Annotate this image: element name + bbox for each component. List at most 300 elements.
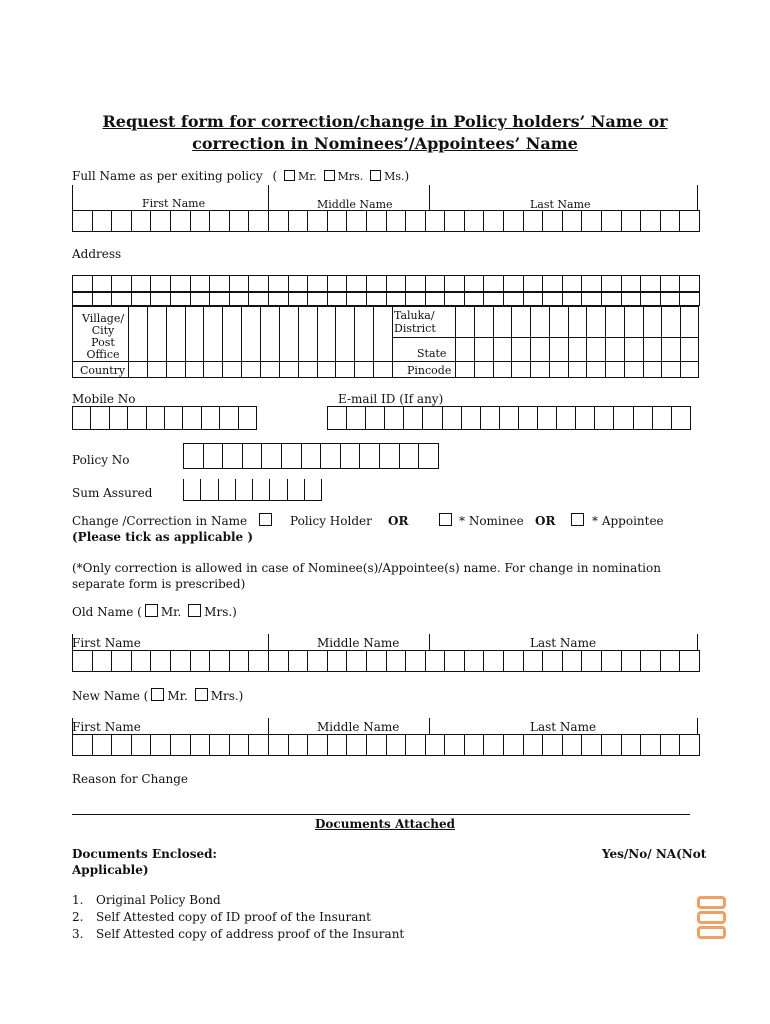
input-box[interactable]: [183, 406, 201, 430]
input-box[interactable]: [171, 275, 191, 292]
input-box[interactable]: [93, 275, 113, 292]
input-box[interactable]: [465, 650, 485, 672]
post-office-label: Post Office: [86, 336, 120, 361]
input-box[interactable]: [73, 210, 93, 232]
new-name-row: [72, 688, 243, 703]
input-box[interactable]: [543, 292, 563, 306]
input-box[interactable]: [93, 734, 113, 756]
input-box[interactable]: [465, 210, 485, 232]
input-box[interactable]: [210, 275, 230, 292]
input-box[interactable]: [269, 275, 289, 292]
input-box[interactable]: [347, 406, 366, 430]
input-box[interactable]: [230, 734, 250, 756]
address-cell-divider: [241, 306, 242, 378]
title-mr-checkbox[interactable]: [284, 170, 295, 181]
input-box[interactable]: [387, 292, 407, 306]
input-box[interactable]: [328, 292, 348, 306]
input-box[interactable]: [445, 292, 465, 306]
address-cell-divider: [279, 306, 280, 378]
input-box[interactable]: [426, 734, 446, 756]
new-mrs-label: Mrs.): [210, 689, 244, 703]
input-box[interactable]: [321, 443, 341, 469]
input-box[interactable]: [641, 275, 661, 292]
input-box[interactable]: [661, 650, 681, 672]
address-cell-divider: [511, 306, 512, 378]
input-box[interactable]: [543, 734, 563, 756]
input-box[interactable]: [112, 650, 132, 672]
input-box[interactable]: [91, 406, 109, 430]
reason-line[interactable]: [72, 814, 690, 815]
input-box[interactable]: [622, 650, 642, 672]
input-box[interactable]: [563, 734, 583, 756]
input-box[interactable]: [210, 650, 230, 672]
input-box[interactable]: [112, 210, 132, 232]
input-box[interactable]: [582, 210, 602, 232]
input-box[interactable]: [680, 275, 700, 292]
address-cell-divider: [354, 306, 355, 378]
sum-assured-divider: [269, 479, 270, 501]
form-title-line2: correction in Nominees’/Appointees’ Name: [192, 134, 578, 153]
or-label-2: OR: [535, 514, 556, 528]
input-box[interactable]: [504, 734, 524, 756]
input-box[interactable]: [171, 734, 191, 756]
address-cell-divider: [605, 306, 606, 378]
title-mrs-label: Mrs.: [337, 170, 364, 183]
policy-holder-checkbox[interactable]: [259, 513, 272, 526]
input-box[interactable]: [367, 275, 387, 292]
input-box[interactable]: [641, 210, 661, 232]
input-box[interactable]: [151, 292, 171, 306]
input-box[interactable]: [680, 292, 700, 306]
appointee-label: * Appointee: [592, 514, 664, 528]
input-box[interactable]: [360, 443, 380, 469]
input-box[interactable]: [249, 292, 269, 306]
new-mr-checkbox[interactable]: [151, 688, 164, 701]
sum-assured-label: Sum Assured: [72, 486, 153, 500]
input-box[interactable]: [426, 650, 446, 672]
change-note: (Please tick as applicable ): [72, 530, 254, 544]
input-box[interactable]: [191, 650, 211, 672]
input-box[interactable]: [73, 275, 93, 292]
input-box[interactable]: [602, 650, 622, 672]
input-box[interactable]: [661, 210, 681, 232]
input-box[interactable]: [641, 292, 661, 306]
input-box[interactable]: [328, 650, 348, 672]
input-box[interactable]: [481, 406, 500, 430]
input-box[interactable]: [563, 210, 583, 232]
documents-enclosed-label: Documents Enclosed:: [72, 847, 217, 861]
input-box[interactable]: [563, 292, 583, 306]
input-box[interactable]: [406, 650, 426, 672]
input-box[interactable]: [406, 275, 426, 292]
input-box[interactable]: [484, 275, 504, 292]
input-box[interactable]: [128, 406, 146, 430]
state-label: State: [417, 347, 447, 360]
input-box[interactable]: [249, 210, 269, 232]
address-cell-divider: [493, 306, 494, 378]
new-middle-name-label: Middle Name: [317, 720, 400, 734]
address-cell-divider: [317, 306, 318, 378]
address-cell-divider: [260, 306, 261, 378]
new-first-name-label: First Name: [72, 720, 141, 734]
input-box[interactable]: [289, 210, 309, 232]
input-box[interactable]: [406, 292, 426, 306]
address-cell-divider: [530, 306, 531, 378]
input-box[interactable]: [308, 650, 328, 672]
documents-heading: Documents Attached: [315, 817, 455, 831]
input-box[interactable]: [406, 734, 426, 756]
input-box[interactable]: [210, 210, 230, 232]
input-box[interactable]: [443, 406, 462, 430]
input-box[interactable]: [147, 406, 165, 430]
input-box[interactable]: [465, 734, 485, 756]
sum-assured-divider: [252, 479, 253, 501]
input-box[interactable]: [465, 292, 485, 306]
input-box[interactable]: [419, 443, 439, 469]
input-box[interactable]: [73, 734, 93, 756]
input-box[interactable]: [576, 406, 595, 430]
applicable-label: Applicable): [72, 863, 149, 877]
input-box[interactable]: [543, 210, 563, 232]
input-box[interactable]: [582, 734, 602, 756]
input-box[interactable]: [249, 275, 269, 292]
input-box[interactable]: [191, 275, 211, 292]
taluka-district-label: Taluka/ District: [394, 309, 436, 335]
address-cell-divider: [203, 306, 204, 378]
input-box[interactable]: [132, 292, 152, 306]
input-box[interactable]: [595, 406, 614, 430]
input-box[interactable]: [308, 292, 328, 306]
input-box[interactable]: [426, 292, 446, 306]
input-box[interactable]: [347, 292, 367, 306]
input-box[interactable]: [582, 275, 602, 292]
input-box[interactable]: [93, 650, 113, 672]
input-box[interactable]: [387, 275, 407, 292]
input-box[interactable]: [73, 292, 93, 306]
policy-holder-label: Policy Holder: [290, 514, 372, 528]
input-box[interactable]: [543, 650, 563, 672]
input-box[interactable]: [445, 210, 465, 232]
input-box[interactable]: [385, 406, 404, 430]
input-box[interactable]: [680, 210, 700, 232]
input-box[interactable]: [223, 443, 243, 469]
address-cell-divider: [624, 306, 625, 378]
pincode-label: Pincode: [407, 364, 452, 377]
input-box[interactable]: [93, 210, 113, 232]
input-box[interactable]: [230, 210, 250, 232]
input-box[interactable]: [634, 406, 653, 430]
full-name-row: Full Name as per exiting policy ( Mr. Mrs. Ms.): [72, 169, 410, 183]
change-label: Change /Correction in Name: [72, 514, 248, 528]
input-box[interactable]: [202, 406, 220, 430]
old-middle-name-label: Middle Name: [317, 636, 400, 650]
input-box[interactable]: [500, 406, 519, 430]
or-label-1: OR: [388, 514, 409, 528]
input-box[interactable]: [191, 734, 211, 756]
input-box[interactable]: [680, 734, 700, 756]
sum-assured-divider: [218, 479, 219, 501]
input-box[interactable]: [308, 734, 328, 756]
old-mr-label: Mr.: [160, 605, 182, 619]
input-box[interactable]: [641, 734, 661, 756]
input-box[interactable]: [289, 292, 309, 306]
reason-label: Reason for Change: [72, 772, 189, 786]
full-first-name-label: First Name: [142, 197, 206, 210]
appointee-checkbox[interactable]: [571, 513, 584, 526]
sum-assured-divider: [304, 479, 305, 501]
input-box[interactable]: [672, 406, 691, 430]
input-box[interactable]: [230, 292, 250, 306]
sum-assured-divider: [183, 479, 184, 501]
input-box[interactable]: [110, 406, 128, 430]
input-box[interactable]: [239, 406, 257, 430]
title-mrs-checkbox[interactable]: [324, 170, 335, 181]
input-box[interactable]: [622, 275, 642, 292]
policy-no-label: Policy No: [72, 453, 130, 467]
input-box[interactable]: [171, 292, 191, 306]
input-box[interactable]: [151, 650, 171, 672]
input-box[interactable]: [563, 275, 583, 292]
input-box[interactable]: [347, 650, 367, 672]
input-box[interactable]: [184, 443, 204, 469]
input-box[interactable]: [524, 210, 544, 232]
input-box[interactable]: [465, 275, 485, 292]
input-box[interactable]: [404, 406, 423, 430]
input-box[interactable]: [73, 406, 91, 430]
address-cell-divider: [298, 306, 299, 378]
input-box[interactable]: [366, 406, 385, 430]
input-box[interactable]: [367, 734, 387, 756]
input-box[interactable]: [680, 650, 700, 672]
input-box[interactable]: [484, 292, 504, 306]
input-box[interactable]: [289, 275, 309, 292]
input-box[interactable]: [557, 406, 576, 430]
email-label: E-mail ID (If any): [338, 392, 444, 406]
input-box[interactable]: [582, 292, 602, 306]
input-box[interactable]: [347, 734, 367, 756]
list-item: 3. Self Attested copy of address proof of the Insurant: [72, 927, 405, 941]
input-box[interactable]: [406, 210, 426, 232]
input-box[interactable]: [484, 210, 504, 232]
input-box[interactable]: [230, 650, 250, 672]
address-line1-boxes[interactable]: [72, 275, 700, 292]
input-box[interactable]: [282, 443, 302, 469]
address-cell-divider: [185, 306, 186, 378]
input-box[interactable]: [328, 734, 348, 756]
input-box[interactable]: [423, 406, 442, 430]
input-box[interactable]: [622, 734, 642, 756]
input-box[interactable]: [289, 734, 309, 756]
input-box[interactable]: [347, 210, 367, 232]
input-box[interactable]: [204, 443, 224, 469]
sum-assured-divider: [200, 479, 201, 501]
old-name-row: [72, 604, 237, 619]
input-box[interactable]: [132, 210, 152, 232]
sum-assured-divider: [321, 479, 322, 501]
new-mrs-checkbox[interactable]: [195, 688, 208, 701]
full-middle-name-label: Middle Name: [317, 198, 393, 211]
title-mr-label: Mr.: [297, 170, 317, 183]
village-city-label: Village/ City: [81, 312, 125, 337]
input-box[interactable]: [367, 292, 387, 306]
input-box[interactable]: [367, 650, 387, 672]
input-box[interactable]: [367, 210, 387, 232]
input-box[interactable]: [289, 650, 309, 672]
input-box[interactable]: [387, 650, 407, 672]
input-box[interactable]: [269, 734, 289, 756]
input-box[interactable]: [230, 275, 250, 292]
sum-assured-baseline: [183, 500, 321, 501]
old-name-label: Old Name (: [72, 605, 142, 619]
input-box[interactable]: [524, 275, 544, 292]
mobile-label: Mobile No: [72, 392, 136, 406]
input-box[interactable]: [661, 734, 681, 756]
title-ms-label: Ms.: [384, 170, 405, 183]
input-box[interactable]: [602, 275, 622, 292]
input-box[interactable]: [328, 210, 348, 232]
nominee-label: * Nominee: [459, 514, 524, 528]
input-box[interactable]: [380, 443, 400, 469]
address-cell-divider: [661, 306, 662, 378]
address-cell-divider: [549, 306, 550, 378]
input-box[interactable]: [504, 275, 524, 292]
old-last-name-label: Last Name: [530, 636, 597, 650]
input-box[interactable]: [151, 275, 171, 292]
input-box[interactable]: [302, 443, 322, 469]
input-box[interactable]: [504, 210, 524, 232]
input-box[interactable]: [112, 734, 132, 756]
old-mrs-label: Mrs.): [204, 605, 237, 619]
input-box[interactable]: [582, 650, 602, 672]
form-title-line1: Request form for correction/change in Policy holders’ Name or: [102, 112, 668, 131]
input-box[interactable]: [484, 650, 504, 672]
input-box[interactable]: [602, 292, 622, 306]
full-last-name-label: Last Name: [530, 198, 591, 211]
input-box[interactable]: [328, 275, 348, 292]
old-name-boxes[interactable]: [72, 650, 700, 672]
address-cell-divider: [335, 306, 336, 378]
input-box[interactable]: [269, 650, 289, 672]
input-box[interactable]: [151, 210, 171, 232]
input-box[interactable]: [210, 292, 230, 306]
input-box[interactable]: [112, 275, 132, 292]
disclaimer-text: (*Only correction is allowed in case of Nominee(s)/Appointee(s) name. For change in nomination separate form is prescribed): [72, 561, 661, 591]
input-box[interactable]: [220, 406, 238, 430]
input-box[interactable]: [622, 210, 642, 232]
input-box[interactable]: [93, 292, 113, 306]
input-box[interactable]: [400, 443, 420, 469]
yes-no-label: Yes/No/ NA(Not: [602, 847, 707, 861]
sum-assured-boxes[interactable]: [183, 479, 321, 501]
input-box[interactable]: [462, 406, 481, 430]
input-box[interactable]: [308, 275, 328, 292]
input-box[interactable]: [243, 443, 263, 469]
input-box[interactable]: [524, 650, 544, 672]
input-box[interactable]: [151, 734, 171, 756]
input-box[interactable]: [73, 650, 93, 672]
input-box[interactable]: [191, 292, 211, 306]
input-box[interactable]: [538, 406, 557, 430]
list-item: 2. Self Attested copy of ID proof of the Insurant: [72, 910, 371, 924]
list-item: 1. Original Policy Bond: [72, 893, 221, 907]
input-box[interactable]: [426, 210, 446, 232]
address-cell-divider: [474, 306, 475, 378]
input-box[interactable]: [426, 275, 446, 292]
input-box[interactable]: [341, 443, 361, 469]
input-box[interactable]: [614, 406, 633, 430]
input-box[interactable]: [504, 292, 524, 306]
input-box[interactable]: [249, 734, 269, 756]
input-box[interactable]: [661, 275, 681, 292]
nominee-checkbox[interactable]: [439, 513, 452, 526]
input-box[interactable]: [308, 210, 328, 232]
country-label: Country: [80, 364, 126, 377]
input-box[interactable]: [519, 406, 538, 430]
input-box[interactable]: [445, 650, 465, 672]
input-box[interactable]: [445, 734, 465, 756]
input-box[interactable]: [641, 650, 661, 672]
input-box[interactable]: [165, 406, 183, 430]
address-cell-divider: [222, 306, 223, 378]
input-box[interactable]: [262, 443, 282, 469]
input-box[interactable]: [602, 210, 622, 232]
input-box[interactable]: [653, 406, 672, 430]
old-mrs-checkbox[interactable]: [188, 604, 201, 617]
new-name-label: New Name (: [72, 689, 149, 703]
input-box[interactable]: [484, 734, 504, 756]
input-box[interactable]: [132, 650, 152, 672]
input-box[interactable]: [661, 292, 681, 306]
input-box[interactable]: [171, 650, 191, 672]
input-box[interactable]: [269, 292, 289, 306]
input-box[interactable]: [132, 734, 152, 756]
input-box[interactable]: [387, 734, 407, 756]
input-box[interactable]: [563, 650, 583, 672]
input-box[interactable]: [445, 275, 465, 292]
address-line2-boxes[interactable]: [72, 292, 700, 306]
input-box[interactable]: [249, 650, 269, 672]
mobile-boxes[interactable]: [72, 406, 257, 430]
input-box[interactable]: [387, 210, 407, 232]
input-box[interactable]: [602, 734, 622, 756]
input-box[interactable]: [622, 292, 642, 306]
full-name-boxes[interactable]: [72, 210, 700, 232]
new-name-boxes[interactable]: [72, 734, 700, 756]
title-ms-checkbox[interactable]: [370, 170, 381, 181]
policy-no-boxes[interactable]: [183, 443, 439, 469]
input-box[interactable]: [132, 275, 152, 292]
input-box[interactable]: [210, 734, 230, 756]
input-box[interactable]: [191, 210, 211, 232]
new-last-name-label: Last Name: [530, 720, 597, 734]
input-box[interactable]: [269, 210, 289, 232]
sum-assured-divider: [235, 479, 236, 501]
documents-list: [72, 893, 404, 944]
input-box[interactable]: [112, 292, 132, 306]
input-box[interactable]: [347, 275, 367, 292]
input-box[interactable]: [524, 734, 544, 756]
stacked-rectangles-logo-icon[interactable]: [697, 896, 726, 941]
input-box[interactable]: [504, 650, 524, 672]
address-cell-divider: [643, 306, 644, 378]
input-box[interactable]: [328, 406, 347, 430]
input-box[interactable]: [171, 210, 191, 232]
old-first-name-label: First Name: [72, 636, 141, 650]
email-boxes[interactable]: [327, 406, 691, 430]
input-box[interactable]: [543, 275, 563, 292]
old-mr-checkbox[interactable]: [145, 604, 158, 617]
input-box[interactable]: [524, 292, 544, 306]
